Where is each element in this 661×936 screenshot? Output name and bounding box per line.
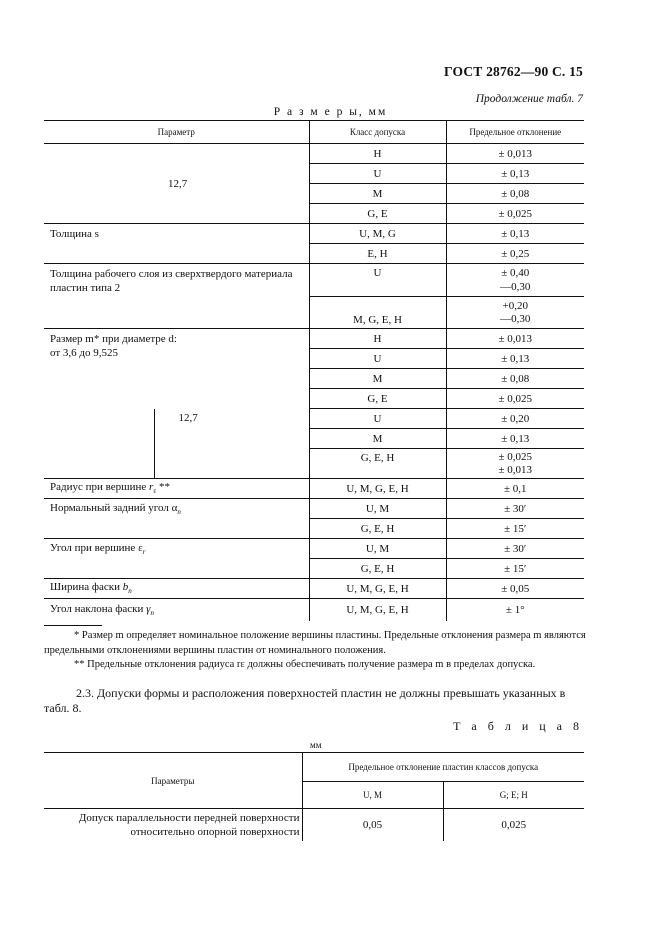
table-cell: 0,05	[302, 809, 443, 841]
table-cell: ± 0,1	[446, 479, 584, 499]
table-cell: M	[309, 369, 446, 389]
table-cell: G, E, H	[309, 449, 446, 479]
table-cell: ± 0,13	[446, 429, 584, 449]
table-cell: ± 0,40 —0,30	[446, 264, 584, 297]
table-cell: G, E, H	[309, 519, 446, 539]
footnote-2: ** Предельные отклонения радиуса rε должны обеспечивать получение размера m в пределах допуска.	[74, 659, 536, 670]
table-cell: ± 0,025	[446, 389, 584, 409]
table-cell: E, H	[309, 244, 446, 264]
table-cell: ± 0,08	[446, 369, 584, 389]
table-cell: M, G, E, H	[309, 297, 446, 329]
table-cell: U, M, G	[309, 224, 446, 244]
table-cell: Угол при вершине $\varepsilon_r$	[50, 541, 146, 556]
table-cell: Ширина фаски $b_n$	[44, 579, 309, 599]
table-cell: Угол наклона фаски $\gamma_n$	[50, 602, 154, 617]
table-7	[44, 120, 584, 621]
table-cell: ± 15′	[446, 559, 584, 579]
table-cell: 12,7	[154, 409, 309, 479]
table-cell: ± 0,25	[446, 244, 584, 264]
table-cell: Толщина s	[50, 228, 99, 240]
table-cell: G, E	[309, 204, 446, 224]
continuation-label: Продолжение табл. 7	[475, 93, 583, 105]
table-cell: ± 1°	[446, 599, 584, 621]
table-cell: U	[309, 349, 446, 369]
table8-unit: мм	[310, 740, 322, 750]
table-cell: 12,7	[44, 144, 309, 224]
table-cell: U, M, G, E, H	[309, 479, 446, 499]
col-header-group: Предельное отклонение пластин классов допуска	[302, 753, 584, 782]
table-cell: Радиус при вершине $r_\varepsilon$ **	[44, 479, 309, 499]
table-cell: U, M	[309, 539, 446, 559]
table-cell: U, M, G, E, H	[309, 579, 446, 599]
table-cell: ± 0,05	[446, 579, 584, 599]
table-cell: ± 0,20	[446, 409, 584, 429]
col-header-param: Параметр	[44, 121, 309, 144]
table-cell: U, M, G, E, H	[309, 599, 446, 621]
table-cell: ± 0,025	[446, 204, 584, 224]
table-cell: M	[309, 184, 446, 204]
table-cell: Толщина рабочего слоя из сверхтвердого материала пластин типа 2	[50, 268, 293, 294]
footnote-rule	[44, 625, 102, 626]
table-cell: ± 15′	[446, 519, 584, 539]
table-cell: ± 0,013	[446, 144, 584, 164]
col-header-params: Параметры	[44, 753, 302, 809]
table-cell: ± 0,13	[446, 224, 584, 244]
table8-caption: Т а б л и ц а 8	[453, 719, 583, 733]
table-cell: H	[309, 329, 446, 349]
footnote-1: * Размер m определяет номинальное положение вершины пластины. Предельные отклонения размера m являются предельными отклонениями вершины пластин от номинального положения.	[44, 630, 586, 656]
table-cell: ± 30′	[446, 539, 584, 559]
table-cell: ± 0,13	[446, 349, 584, 369]
table-cell: ± 0,013	[446, 329, 584, 349]
table-cell: ± 0,13	[446, 164, 584, 184]
col-header-dev: Предельное отклонение	[446, 121, 584, 144]
table-cell: 0,025	[443, 809, 584, 841]
col-header-class: Класс допуска	[309, 121, 446, 144]
table-cell: ± 30′	[446, 499, 584, 519]
table-cell: G, E	[309, 389, 446, 409]
table-8	[44, 752, 584, 841]
table-cell: H	[309, 144, 446, 164]
col-header-geh: G; E; H	[443, 782, 584, 809]
table-cell: U, M	[309, 499, 446, 519]
section-paragraph: 2.3. Допуски формы и расположения поверхностей пластин не должны превышать указанных в табл. 8.	[44, 686, 566, 715]
table-cell: ± 0,08	[446, 184, 584, 204]
table-cell: M	[309, 429, 446, 449]
table-cell: Размер m* при диаметре d: от 3,6 до 9,525	[50, 333, 177, 359]
col-header-um: U, M	[302, 782, 443, 809]
table-cell: U	[309, 409, 446, 429]
table-cell: +0,20 —0,30	[446, 297, 584, 329]
table-cell: Допуск параллельности передней поверхности относительно опорной поверхности	[78, 811, 300, 838]
table-cell: G, E, H	[309, 559, 446, 579]
table-cell: U	[309, 164, 446, 184]
page-header: ГОСТ 28762—90 С. 15	[444, 64, 583, 79]
table7-caption: Р а з м е р ы, мм	[273, 106, 388, 118]
table-cell: ± 0,025 ± 0,013	[446, 449, 584, 479]
table-cell: Нормальный задний угол $\alpha_n$	[50, 501, 181, 516]
table-cell: U	[309, 264, 446, 297]
